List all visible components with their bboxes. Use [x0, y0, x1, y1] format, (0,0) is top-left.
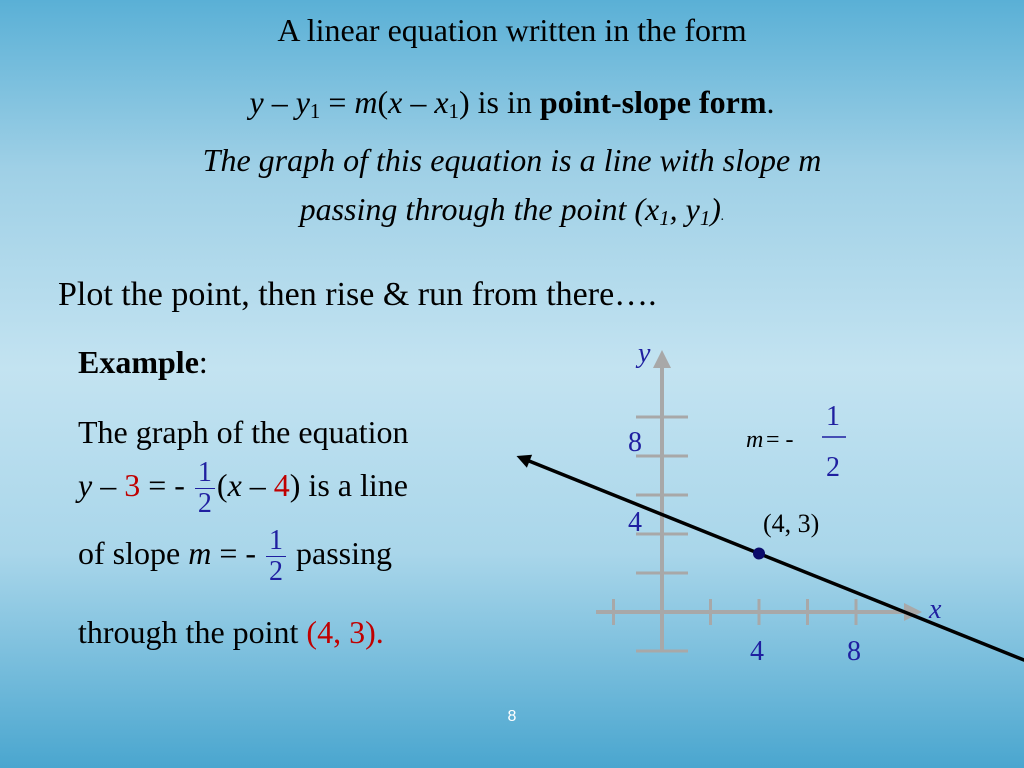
eq-equals: =: [320, 84, 355, 120]
eq-text: is in: [469, 84, 540, 120]
example-minus: –: [92, 466, 125, 503]
fraction-denominator: 2: [269, 556, 284, 587]
eq-paren: (: [377, 84, 389, 120]
fraction-numerator: 1: [266, 526, 286, 557]
example-equals: = -: [140, 466, 193, 503]
example-paren: (: [216, 466, 228, 503]
eq-sub: 1: [448, 100, 459, 124]
plot-group: [517, 455, 1024, 731]
example-colon: :: [198, 344, 208, 380]
fraction-denominator: 2: [197, 488, 212, 519]
x-tick-label-8: 8: [847, 636, 861, 667]
italic-note-text: ): [710, 191, 721, 227]
example-point: (4, 3).: [306, 614, 384, 650]
example-label: Example: [78, 344, 199, 380]
y-axis-label: y: [638, 338, 651, 369]
title-text: A linear equation written in the form: [277, 12, 747, 48]
x-axis-label: x: [929, 594, 942, 625]
graph-line: [527, 460, 1024, 725]
eq-sub: 1: [309, 100, 321, 124]
example-text: ) is a line: [289, 466, 408, 503]
italic-note-dot: .: [720, 209, 725, 224]
eq-var-x1: x: [434, 84, 449, 120]
eq-period: .: [766, 84, 775, 120]
marked-point: [753, 548, 765, 560]
example-var-y: y: [78, 466, 93, 503]
italic-note-sub: 1: [699, 207, 711, 231]
example-var-m: m: [188, 534, 212, 571]
example-text: of slope: [78, 534, 189, 571]
y-axis-arrow: [653, 350, 671, 368]
eq-var-m: m: [354, 84, 378, 120]
point-slope-form-term: point-slope form: [539, 84, 767, 120]
slope-label-numerator: 1: [826, 401, 840, 432]
eq-paren: ): [458, 84, 470, 120]
slide-number-text: 8: [507, 708, 517, 725]
example-text: through the point: [78, 614, 307, 650]
eq-minus: –: [402, 84, 435, 120]
example-equals: = -: [211, 534, 265, 571]
example-text: The graph of the equation: [78, 414, 409, 450]
italic-note-text: , y: [669, 191, 700, 227]
slide-number: [0, 708, 1024, 726]
example-var-x: x: [227, 466, 242, 503]
example-y1-value: 3: [124, 466, 141, 503]
eq-var-x: x: [388, 84, 403, 120]
example-text: passing: [288, 534, 393, 571]
eq-var-y: y: [249, 84, 264, 120]
fraction-numerator: 1: [195, 458, 215, 489]
slope-label-denominator: 2: [826, 452, 840, 483]
axes-group: [596, 350, 922, 652]
italic-note-sub: 1: [659, 207, 670, 231]
eq-var-y1: y: [295, 84, 310, 120]
italic-note-text: The graph of this equation is a line with slope m: [202, 142, 822, 178]
instruction-label: Plot the point, then rise & run from there….: [58, 276, 657, 313]
y-tick-label-8: 8: [628, 427, 642, 458]
italic-note-text: passing through the point (x: [299, 191, 660, 227]
slope-label-eq: = -: [766, 427, 794, 453]
eq-minus: –: [263, 84, 296, 120]
example-x1-value: 4: [273, 466, 290, 503]
x-tick-label-4: 4: [750, 636, 764, 667]
slope-label-m: m: [746, 427, 764, 453]
point-label: (4, 3): [763, 509, 820, 538]
example-minus: –: [241, 466, 274, 503]
y-tick-label-4: 4: [628, 507, 642, 538]
